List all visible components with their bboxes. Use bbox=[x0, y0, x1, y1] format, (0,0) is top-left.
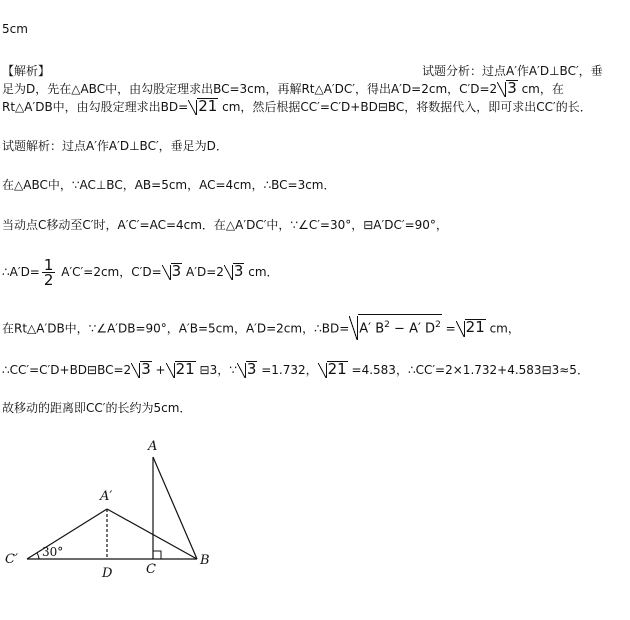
solution-text: A′D=2 bbox=[182, 265, 224, 279]
sqrt-symbol bbox=[497, 80, 518, 96]
solution-text: =1.732， bbox=[257, 363, 318, 377]
solution-text: cm， bbox=[485, 321, 520, 336]
solution-text: 在Rt△A′DB中，∵∠A′DB=90°，A′B=5cm，A′D=2cm，∴BD= bbox=[2, 321, 350, 336]
solution-text: ⊟3，∵ bbox=[195, 363, 237, 377]
solution-line-5 bbox=[2, 314, 520, 339]
analysis-line-2 bbox=[2, 80, 564, 96]
exponent: 2 bbox=[384, 320, 390, 330]
analysis-text: 足为D，先在△ABC中，由勾股定理求出BC=3cm，再解Rt△A′DC′，得出A′D=2cm，C′D=2 bbox=[2, 82, 498, 96]
solution-text: =4.583，∴CC′=2×1.732+4.583⊟3≈5． bbox=[347, 363, 589, 377]
radicand-part: A′ B bbox=[359, 321, 385, 337]
solution-text: = bbox=[441, 321, 456, 336]
sqrt-radicand: 3 bbox=[246, 360, 257, 378]
analysis-intro: 试题分析：过点A′作A′D⊥BC′，垂 bbox=[422, 64, 603, 78]
sqrt-radicand: 21 bbox=[327, 360, 347, 378]
answer-text: 5cm bbox=[2, 22, 28, 36]
label-a: A bbox=[148, 439, 158, 454]
sqrt-radicand: 3 bbox=[171, 262, 182, 280]
analysis-header: 【解析】 bbox=[2, 64, 51, 78]
label-d: D bbox=[102, 566, 113, 581]
segment-a-b bbox=[153, 457, 197, 559]
solution-line-7: 故移动的距离即CC′的长约为5cm． bbox=[2, 401, 192, 415]
sqrt-radicand: 21 bbox=[198, 97, 218, 115]
triangle-diagram bbox=[0, 430, 240, 610]
angle-arc bbox=[37, 553, 39, 559]
exponent: 2 bbox=[435, 320, 441, 330]
sqrt-radicand bbox=[358, 314, 442, 339]
segment-c-prime-a-prime bbox=[27, 509, 107, 559]
sqrt-symbol bbox=[349, 314, 442, 339]
label-b: B bbox=[200, 553, 210, 568]
solution-text: A′C′=2cm，C′D= bbox=[57, 265, 162, 279]
sqrt-symbol bbox=[318, 361, 348, 377]
sqrt-symbol bbox=[224, 263, 245, 279]
sqrt-radicand: 21 bbox=[175, 360, 195, 378]
fraction-numerator: 1 bbox=[43, 256, 54, 274]
segment-a-prime-b bbox=[107, 509, 197, 559]
solution-text: cm． bbox=[244, 265, 279, 279]
label-c: C bbox=[146, 562, 156, 577]
sqrt-symbol bbox=[456, 319, 486, 335]
sqrt-radicand: 21 bbox=[465, 318, 485, 337]
label-a-prime: A′ bbox=[100, 489, 113, 504]
solution-line-2: 在△ABC中，∵AC⊥BC，AB=5cm，AC=4cm，∴BC=3cm． bbox=[2, 178, 336, 192]
fraction bbox=[42, 258, 56, 287]
sqrt-symbol bbox=[131, 361, 152, 377]
fraction-denominator: 2 bbox=[43, 271, 54, 289]
solution-line-3: 当动点C移动至C′时，A′C′=AC=4cm．在△A′DC′中，∵∠C′=30°，⊟A′DC′=90°， bbox=[2, 218, 448, 232]
sqrt-radicand: 3 bbox=[507, 79, 517, 97]
radicand-part: − A′ D bbox=[389, 321, 436, 337]
analysis-line-3 bbox=[2, 98, 592, 114]
sqrt-symbol bbox=[162, 263, 183, 279]
solution-line-1: 试题解析：过点A′作A′D⊥BC′，垂足为D． bbox=[2, 139, 228, 153]
right-angle-mark bbox=[153, 551, 161, 559]
label-c-prime: C′ bbox=[5, 552, 18, 567]
sqrt-radicand: 3 bbox=[233, 262, 244, 280]
analysis-text: Rt△A′DB中，由勾股定理求出BD= bbox=[2, 100, 189, 114]
solution-line-6 bbox=[2, 361, 589, 377]
sqrt-symbol bbox=[237, 361, 258, 377]
solution-line-4 bbox=[2, 258, 279, 287]
sqrt-symbol bbox=[188, 98, 218, 114]
solution-text: + bbox=[151, 363, 166, 377]
solution-text: ∴A′D= bbox=[2, 265, 40, 279]
sqrt-symbol bbox=[166, 361, 196, 377]
analysis-text: cm，然后根据CC′=C′D+BD⊟BC，将数据代入，即可求出CC′的长． bbox=[218, 100, 592, 114]
sqrt-radicand: 3 bbox=[141, 360, 151, 378]
analysis-text: cm，在 bbox=[517, 82, 564, 96]
label-angle: 30° bbox=[42, 545, 64, 559]
solution-text: ∴CC′=C′D+BD⊟BC=2 bbox=[2, 363, 132, 377]
